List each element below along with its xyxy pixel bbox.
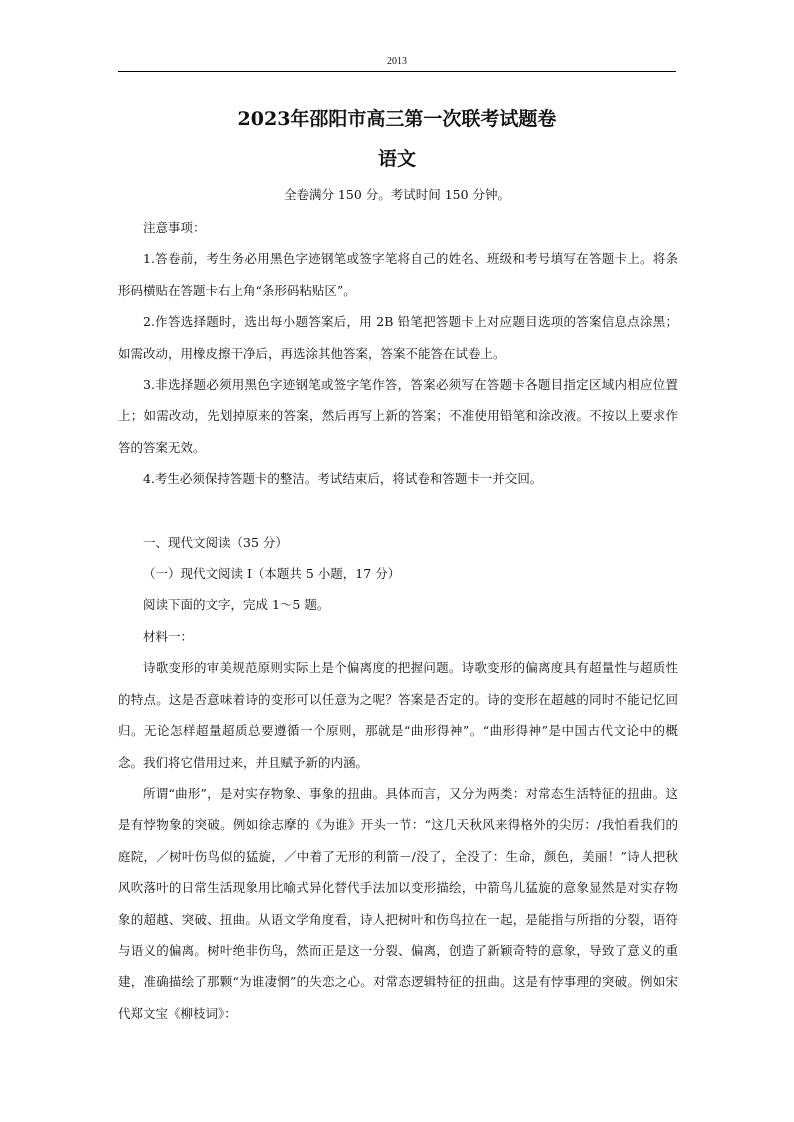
notice-item: 1.答卷前，考生务必用黑色字迹钢笔或签字笔将自己的姓名、班级和考号填写在答题卡上。将条形码横贴在答题卡右上角“条形码粘贴区”。 — [118, 251, 678, 298]
section-heading: 一、现代文阅读（35 分） — [143, 534, 288, 550]
header-divider — [118, 71, 676, 72]
section-instruction: 阅读下面的文字，完成 1～5 题。 — [143, 597, 330, 613]
notice-heading: 注意事项： — [143, 220, 206, 235]
exam-body — [118, 212, 678, 1029]
material-label: 材料一： — [143, 628, 194, 644]
exam-subject: 语文 — [377, 148, 416, 170]
notice-item: 4.考生必须保持答题卡的整洁。考试结束后，将试卷和答题卡一并交回。 — [143, 471, 543, 487]
material-paragraph: 诗歌变形的审美规范原则实际上是个偏离度的把握问题。诗歌变形的偏离度具有超量性与超质性的特点。这是否意味着诗的变形可以任意为之呢？答案是否定的。诗的变形在超越的同时不能记忆回归。无论怎样超量超质总要遵循一个原则，那就是“曲形得神”。“曲形得神”是中国古代文论中的概念。我们将它借用过来，并且赋予新的内涵。 — [118, 660, 678, 770]
material-paragraph: 所谓“曲形”，是对实存物象、事象的扭曲。具体而言，又分为两类：对常态生活特征的扭曲。这是有悖物象的突破。例如徐志摩的《为谁》开头一节：“这几天秋风来得格外的尖厉：/我怕看我们的庭院，／树叶伤鸟似的猛旋，／中着了无形的利箭－/没了，全没了：生命，颜色，美丽！”诗人把秋风吹落叶的日常生活现象用比喻式异化替代手法加以变形描绘，中箭鸟儿猛旋的意象显然是对实存物象的超越、突破、扭曲。从语文学角度看，诗人把树叶和伤鸟拉在一起，是能指与所指的分裂，语符与语义的偏离。树叶绝非伤鸟，然而正是这一分裂、偏离，创造了新颖奇特的意象，导致了意义的重建，准确描绘了那颗“为谁凄惘”的失恋之心。对常态逻辑特征的扭曲。这是有悖事理的突破。例如宋代郑文宝《柳枝词》： — [118, 785, 678, 1021]
section-subheading: （一）现代文阅读 I（本题共 5 小题，17 分） — [143, 566, 401, 582]
exam-meta: 全卷满分 150 分。考试时间 150 分钟。 — [283, 187, 511, 202]
exam-title: 2023年邵阳市高三第一次联考试题卷 — [237, 108, 557, 130]
notice-item: 3.非选择题必须用黑色字迹钢笔或签字笔作答，答案必须写在答题卡各题目指定区域内相应位置上；如需改动，先划掉原来的答案，然后再写上新的答案；不准使用铅笔和涂改液。不按以上要求作答的答案无效。 — [118, 377, 678, 455]
notice-item: 2.作答选择题时，选出每小题答案后，用 2B 铅笔把答题卡上对应题目选项的答案信息点涂黑；如需改动，用橡皮擦干净后，再选涂其他答案，答案不能答在试卷上。 — [118, 314, 678, 361]
page-header-year: 2013 — [387, 56, 407, 67]
section-spacer — [118, 495, 678, 527]
